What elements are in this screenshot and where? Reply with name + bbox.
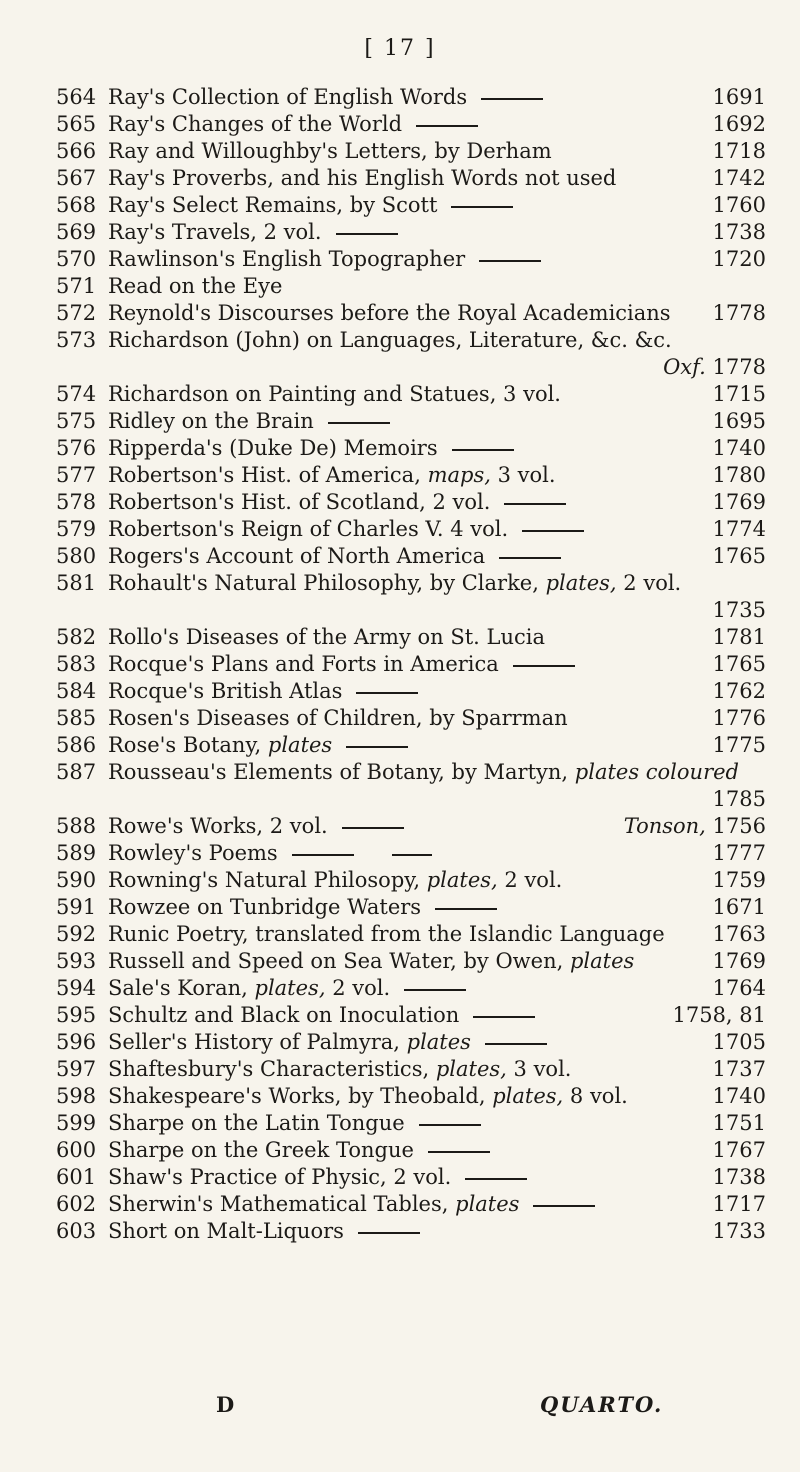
entry-italic-note: plates, [254, 976, 326, 1000]
entry-volumes: 3 vol. [513, 1057, 572, 1081]
entry-title [108, 975, 688, 1002]
catalogue-entry [56, 192, 766, 219]
entry-title-text: Russell and Speed on Sea Water, by Owen, [108, 949, 564, 973]
entry-title [108, 84, 688, 111]
entry-title-text: Ray's Select Remains, by Scott [108, 193, 438, 217]
catalogue-entry [56, 1110, 766, 1137]
catalogue-entry [56, 327, 766, 381]
entry-number: 571 [56, 274, 97, 298]
entry-number: 599 [56, 1111, 97, 1135]
entry-number: 576 [56, 436, 97, 460]
entry-year [713, 678, 766, 705]
catalogue-entry [56, 1029, 766, 1056]
catalogue-entry [56, 948, 766, 975]
entry-title [108, 1056, 688, 1083]
leader-dash [473, 1016, 535, 1018]
signature-mark: D [216, 1392, 235, 1417]
entry-year-value: 1775 [712, 733, 766, 757]
entry-year [713, 1218, 766, 1245]
entry-year-value: 1742 [712, 166, 766, 190]
entry-title [108, 381, 688, 408]
entry-volumes: 2 vol. [623, 571, 682, 595]
entry-title [108, 867, 688, 894]
entry-year-value: 1765 [712, 652, 766, 676]
entry-title [108, 624, 688, 651]
entry-year [713, 651, 766, 678]
entry-number: 566 [56, 139, 97, 163]
entry-number: 578 [56, 490, 97, 514]
entry-year-value: 1738 [712, 1165, 766, 1189]
entry-title-text: Ray's Travels, 2 vol. [108, 220, 322, 244]
entry-year [713, 543, 766, 570]
entry-title [108, 219, 688, 246]
entry-year [713, 1056, 766, 1083]
entry-year [713, 381, 766, 408]
entry-year [713, 705, 766, 732]
entry-year-value: 1758, 81 [672, 1003, 766, 1027]
entry-title-text: Rowzee on Tunbridge Waters [108, 895, 422, 919]
leader-dash [336, 233, 398, 235]
catalogue-entry [56, 1191, 766, 1218]
catalogue-entry [56, 84, 766, 111]
entry-number: 582 [56, 625, 97, 649]
entry-number: 580 [56, 544, 97, 568]
entry-number: 581 [56, 571, 97, 595]
entry-year-value: 1767 [712, 1138, 766, 1162]
leader-dash [513, 665, 575, 667]
entry-title-text: Rocque's Plans and Forts in America [108, 652, 499, 676]
entry-italic-note: plates [569, 949, 635, 973]
leader-dash [428, 1151, 490, 1153]
entry-number: 574 [56, 382, 97, 406]
catalogue-entry [56, 462, 766, 489]
entry-year [713, 1083, 766, 1110]
entry-continuation [56, 597, 766, 624]
entry-title [108, 759, 766, 786]
entry-list [56, 84, 766, 1245]
entry-number: 572 [56, 301, 97, 325]
entry-italic-note: plates, [545, 571, 617, 595]
entry-italic-note: plates, [426, 868, 498, 892]
entry-title [108, 1137, 688, 1164]
entry-continuation [56, 786, 766, 813]
entry-title [108, 165, 688, 192]
entry-title-text: Sale's Koran, [108, 976, 248, 1000]
entry-number: 573 [56, 328, 97, 352]
entry-title [108, 948, 688, 975]
entry-title [108, 1083, 688, 1110]
entry-year-value: 1781 [712, 625, 766, 649]
entry-title [108, 111, 688, 138]
entry-title-text: Ray's Collection of English Words [108, 85, 468, 109]
entry-number: 564 [56, 85, 97, 109]
entry-title [108, 921, 688, 948]
entry-number: 579 [56, 517, 97, 541]
entry-year-value: 1751 [712, 1111, 766, 1135]
entry-title [108, 1218, 688, 1245]
entry-number: 590 [56, 868, 97, 892]
entry-year-value: 1718 [712, 139, 766, 163]
entry-title-text: Robertson's Reign of Charles V. 4 vol. [108, 517, 509, 541]
entry-year [624, 813, 766, 840]
catalogue-entry [56, 759, 766, 813]
leader-dash [416, 125, 478, 127]
entry-title [108, 651, 688, 678]
entry-year [713, 1110, 766, 1137]
entry-year [713, 219, 766, 246]
entry-number: 589 [56, 841, 97, 865]
entry-title-text: Ridley on the Brain [108, 409, 314, 433]
leader-dash [504, 503, 566, 505]
entry-title-text: Shaftesbury's Characteristics, [108, 1057, 430, 1081]
entry-year-value: 1778 [712, 355, 766, 379]
entry-title-text: Reynold's Discourses before the Royal Academicians [108, 301, 671, 325]
catalogue-entry [56, 975, 766, 1002]
entry-number: 575 [56, 409, 97, 433]
catalogue-entry [56, 273, 766, 300]
entry-title [108, 192, 688, 219]
entry-publisher: Tonson, [623, 814, 706, 838]
leader-dash [328, 422, 390, 424]
entry-title [108, 1110, 688, 1137]
entry-title [108, 435, 688, 462]
catalogue-entry [56, 894, 766, 921]
entry-title [108, 678, 688, 705]
entry-year [713, 462, 766, 489]
entry-place: Oxf. [663, 355, 706, 379]
entry-continuation [56, 354, 766, 381]
entry-volumes: 3 vol. [497, 463, 556, 487]
entry-year-value: 1692 [712, 112, 766, 136]
entry-title-text: Rosen's Diseases of Children, by Sparrman [108, 706, 568, 730]
leader-dash [485, 1043, 547, 1045]
entry-title [108, 246, 688, 273]
catalogue-entry [56, 165, 766, 192]
entry-volumes: 8 vol. [569, 1084, 628, 1108]
catalogue-entry [56, 1002, 766, 1029]
entry-number: 595 [56, 1003, 97, 1027]
leader-dash [356, 692, 418, 694]
entry-year-value: 1774 [712, 517, 766, 541]
entry-italic-note: plates [455, 1192, 520, 1216]
entry-title [108, 300, 766, 327]
catalogue-entry [56, 813, 766, 840]
entry-year-value: 1740 [712, 1084, 766, 1108]
entry-title-text: Sharpe on the Greek Tongue [108, 1138, 414, 1162]
entry-number: 597 [56, 1057, 97, 1081]
entry-year-value: 1769 [712, 949, 766, 973]
entry-title-text: Rogers's Account of North America [108, 544, 486, 568]
catalogue-entry [56, 1083, 766, 1110]
entry-title [108, 408, 688, 435]
entry-title-text: Seller's History of Palmyra, [108, 1030, 400, 1054]
entry-year-value: 1720 [712, 247, 766, 271]
entry-year [713, 624, 766, 651]
entry-year [713, 732, 766, 759]
entry-year [713, 111, 766, 138]
catalogue-entry [56, 111, 766, 138]
entry-title-text: Robertson's Hist. of America, [108, 463, 421, 487]
entry-year-value: 1763 [712, 922, 766, 946]
entry-italic-note: plates, [492, 1084, 564, 1108]
entry-title-text: Robertson's Hist. of Scotland, 2 vol. [108, 490, 491, 514]
entry-number: 598 [56, 1084, 97, 1108]
entry-number: 583 [56, 652, 97, 676]
entry-number: 584 [56, 679, 97, 703]
entry-year [713, 138, 766, 165]
entry-year-value: 1733 [712, 1219, 766, 1243]
entry-year [713, 840, 766, 867]
entry-year [713, 1029, 766, 1056]
entry-title-text: Richardson (John) on Languages, Literature, &c. &c. [108, 328, 672, 352]
leader-dash [479, 260, 541, 262]
entry-number: 600 [56, 1138, 97, 1162]
catalogue-entry [56, 1164, 766, 1191]
entry-year-value: 1717 [712, 1192, 766, 1216]
entry-number: 591 [56, 895, 97, 919]
entry-number: 568 [56, 193, 97, 217]
entry-title-text: Rowning's Natural Philosopy, [108, 868, 421, 892]
entry-title-text: Rawlinson's English Topographer [108, 247, 466, 271]
entry-year [713, 921, 766, 948]
entry-year-value: 1735 [712, 598, 766, 622]
catalogue-entry [56, 246, 766, 273]
catalogue-entry [56, 408, 766, 435]
leader-dash [451, 206, 513, 208]
catalogue-entry [56, 435, 766, 462]
entry-title-text: Runic Poetry, translated from the Islandic Language [108, 922, 665, 946]
leader-dash [533, 1205, 595, 1207]
catalogue-entry [56, 705, 766, 732]
entry-year-value: 1740 [712, 436, 766, 460]
entry-title [108, 894, 688, 921]
entry-title [108, 1191, 688, 1218]
entry-year-value: 1705 [712, 1030, 766, 1054]
entry-title-text: Read on the Eye [108, 274, 283, 298]
entry-title [108, 327, 766, 354]
entry-number: 585 [56, 706, 97, 730]
entry-year [713, 1191, 766, 1218]
entry-number: 567 [56, 166, 97, 190]
entry-year [713, 489, 766, 516]
leader-dash [392, 854, 432, 856]
page-number: [ 17 ] [364, 36, 436, 61]
entry-year-value: 1737 [712, 1057, 766, 1081]
entry-title-text: Ray's Proverbs, and his English Words not used [108, 166, 617, 190]
catalogue-entry [56, 381, 766, 408]
entry-title-text: Rohault's Natural Philosophy, by Clarke, [108, 571, 539, 595]
entry-italic-note: plates [267, 733, 333, 757]
entry-title [108, 489, 688, 516]
entry-year-value: 1762 [712, 679, 766, 703]
catalogue-entry [56, 489, 766, 516]
entry-title-text: Shakespeare's Works, by Theobald, [108, 1084, 486, 1108]
entry-title [108, 570, 766, 597]
entry-year-value: 1671 [712, 895, 766, 919]
entry-number: 592 [56, 922, 97, 946]
entry-title-text: Sherwin's Mathematical Tables, [108, 1192, 449, 1216]
entry-title [108, 273, 688, 300]
entry-title-text: Ray's Changes of the World [108, 112, 403, 136]
entry-year-value: 1780 [712, 463, 766, 487]
leader-dash [481, 98, 543, 100]
entry-title [108, 1029, 688, 1056]
entry-year [713, 516, 766, 543]
entry-year [713, 894, 766, 921]
entry-title-text: Rollo's Diseases of the Army on St. Lucia [108, 625, 545, 649]
entry-year-value: 1764 [712, 976, 766, 1000]
entry-title-text: Rousseau's Elements of Botany, by Martyn, [108, 760, 569, 784]
entry-title [108, 138, 688, 165]
entry-title-text: Shaw's Practice of Physic, 2 vol. [108, 1165, 452, 1189]
entry-title-text: Rowley's Poems [108, 841, 278, 865]
catalogue-entry [56, 219, 766, 246]
entry-year [713, 435, 766, 462]
entry-title [108, 705, 688, 732]
entry-number: 601 [56, 1165, 97, 1189]
entry-year [713, 300, 766, 327]
entry-year-value: 1759 [712, 868, 766, 892]
entry-italic-note: maps, [427, 463, 491, 487]
entry-year-value: 1778 [712, 301, 766, 325]
page-footer [0, 1392, 800, 1422]
entry-number: 570 [56, 247, 97, 271]
leader-dash [342, 827, 404, 829]
catalogue-entry [56, 543, 766, 570]
leader-dash [419, 1124, 481, 1126]
entry-title-text: Richardson on Painting and Statues, 3 vol. [108, 382, 561, 406]
leader-dash [522, 530, 584, 532]
entry-title [108, 462, 688, 489]
entry-title [108, 732, 688, 759]
entry-title-text: Rowe's Works, 2 vol. [108, 814, 328, 838]
entry-year-value: 1777 [712, 841, 766, 865]
leader-dash [292, 854, 354, 856]
catalogue-entry [56, 138, 766, 165]
catalogue-entry [56, 678, 766, 705]
entry-volumes: 2 vol. [504, 868, 563, 892]
leader-dash [452, 449, 514, 451]
entry-year [713, 1164, 766, 1191]
entry-year-value: 1765 [712, 544, 766, 568]
entry-number: 593 [56, 949, 97, 973]
entry-year [713, 192, 766, 219]
leader-dash [435, 908, 497, 910]
catalogue-entry [56, 516, 766, 543]
entry-title-text: Ray and Willoughby's Letters, by Derham [108, 139, 552, 163]
entry-italic-note: plates coloured [574, 760, 739, 784]
entry-year-value: 1756 [712, 814, 766, 838]
entry-title-text: Schultz and Black on Inoculation [108, 1003, 460, 1027]
entry-number: 565 [56, 112, 97, 136]
catalogue-entry [56, 570, 766, 624]
entry-year [672, 1002, 766, 1029]
leader-dash [404, 989, 466, 991]
catalogue-entry [56, 732, 766, 759]
entry-number: 569 [56, 220, 97, 244]
entry-number: 588 [56, 814, 97, 838]
entry-year-value: 1695 [712, 409, 766, 433]
leader-dash [465, 1178, 527, 1180]
catalogue-entry [56, 921, 766, 948]
entry-title [108, 813, 688, 840]
entry-title-text: Ripperda's (Duke De) Memoirs [108, 436, 438, 460]
entry-year-value: 1691 [712, 85, 766, 109]
catchword: QUARTO. [540, 1392, 664, 1417]
entry-year [713, 1137, 766, 1164]
entry-number: 602 [56, 1192, 97, 1216]
entry-title [108, 543, 688, 570]
entry-number: 596 [56, 1030, 97, 1054]
entry-number: 586 [56, 733, 97, 757]
entry-year-value: 1760 [712, 193, 766, 217]
catalogue-entry [56, 300, 766, 327]
entry-year [713, 867, 766, 894]
catalogue-entry [56, 1137, 766, 1164]
entry-year [713, 408, 766, 435]
entry-title [108, 1002, 688, 1029]
entry-year-value: 1738 [712, 220, 766, 244]
entry-title-text: Rose's Botany, [108, 733, 262, 757]
leader-dash [358, 1232, 420, 1234]
entry-title [108, 516, 688, 543]
leader-dash [499, 557, 561, 559]
entry-title-text: Sharpe on the Latin Tongue [108, 1111, 405, 1135]
entry-italic-note: plates [406, 1030, 471, 1054]
entry-title [108, 840, 688, 867]
entry-title [108, 1164, 688, 1191]
entry-year [713, 948, 766, 975]
entry-italic-note: plates, [435, 1057, 507, 1081]
entry-year [713, 975, 766, 1002]
catalogue-entry [56, 1056, 766, 1083]
entry-volumes: 2 vol. [332, 976, 391, 1000]
entry-number: 603 [56, 1219, 97, 1243]
entry-title-text: Short on Malt-Liquors [108, 1219, 344, 1243]
entry-number: 577 [56, 463, 97, 487]
catalogue-entry [56, 651, 766, 678]
catalogue-entry [56, 624, 766, 651]
entry-year [713, 84, 766, 111]
entry-year [713, 165, 766, 192]
leader-dash [346, 746, 408, 748]
entry-year-value: 1769 [712, 490, 766, 514]
entry-year-value: 1715 [712, 382, 766, 406]
catalogue-entry [56, 840, 766, 867]
entry-year [713, 246, 766, 273]
catalogue-entry [56, 1218, 766, 1245]
catalogue-entry [56, 867, 766, 894]
entry-title-text: Rocque's British Atlas [108, 679, 343, 703]
entry-number: 594 [56, 976, 97, 1000]
entry-number: 587 [56, 760, 97, 784]
entry-year-value: 1776 [712, 706, 766, 730]
entry-year-value: 1785 [712, 787, 766, 811]
